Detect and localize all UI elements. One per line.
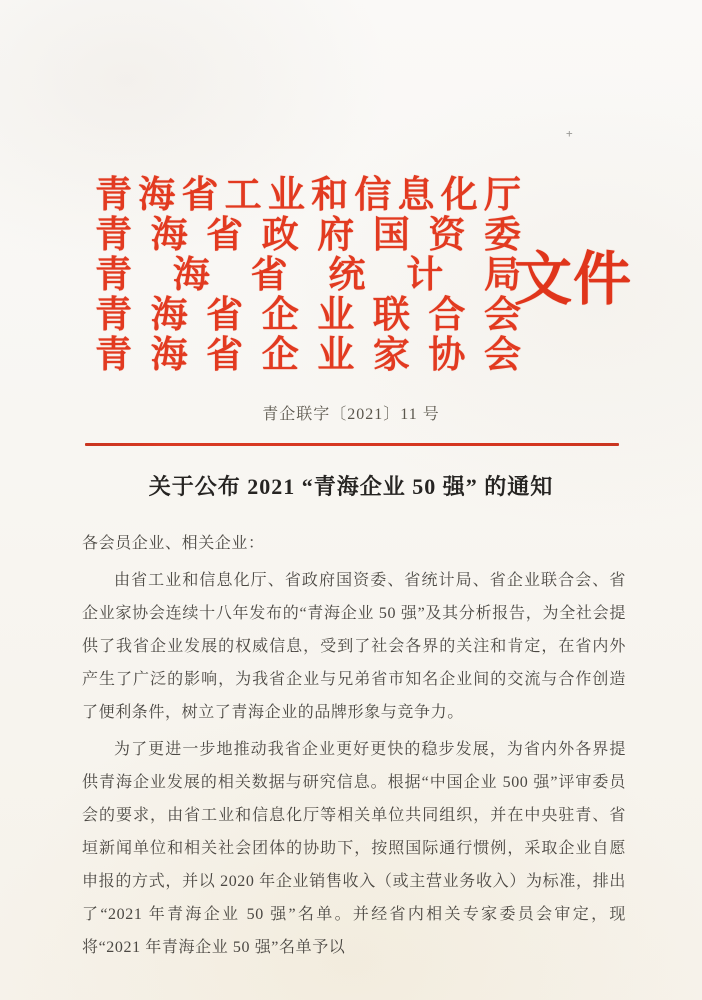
letterhead [95,176,521,376]
document-reference-number: 青企联字〔2021〕11 号 [262,406,440,423]
letterhead-line-industry-it-dept: 青 海 省 工 业 和 信 息 化 厅 [95,175,521,216]
letterhead-line-enterprise-confederation: 青 海 省 企 业 联 合 会 [95,295,521,336]
letterhead-line-sasac: 青 海 省 政 府 国 资 委 [95,215,521,256]
registration-mark: + [566,127,573,140]
document-body [82,527,626,964]
salutation: 各会员企业、相关企业： [82,535,265,552]
letterhead-line-statistics-bureau: 青 海 省 统 计 局 [95,255,521,296]
document-title: 关于公布 2021 “青海企业 50 强” 的通知 [148,474,554,499]
red-divider-line [85,443,619,446]
document-word-wenjian: 文件 [514,247,633,312]
body-paragraph-2: 为了更进一步地推动我省企业更好更快的稳步发展，为省内外各界提供青海企业发展的相关数据与研究信息。根据“中国企业 500 强”评审委员会的要求，由省工业和信息化厅等相关单位共同组织，并在中央驻青、省垣新闻单位和相关社会团体的协助下，按照国际通行惯例，采取企业自愿申报的方式，并以 2020 年企业销售收入（或主营业务收入）为标准，排出了“2021 年青海企业 50 强”名单。并经省内相关专家委员会审定，现将“2021 年青海企业 50 强”名单予以 [82,741,626,956]
body-paragraph-1: 由省工业和信息化厅、省政府国资委、省统计局、省企业联合会、省企业家协会连续十八年发布的“青海企业 50 强”及其分析报告，为全社会提供了我省企业发展的权威信息，受到了社会各界的关注和肯定，在省内外产生了广泛的影响，为我省企业与兄弟省市知名企业间的交流与合作创造了便利条件，树立了青海企业的品牌形象与竞争力。 [82,572,626,721]
letterhead-line-entrepreneur-association: 青 海 省 企 业 家 协 会 [95,335,521,376]
